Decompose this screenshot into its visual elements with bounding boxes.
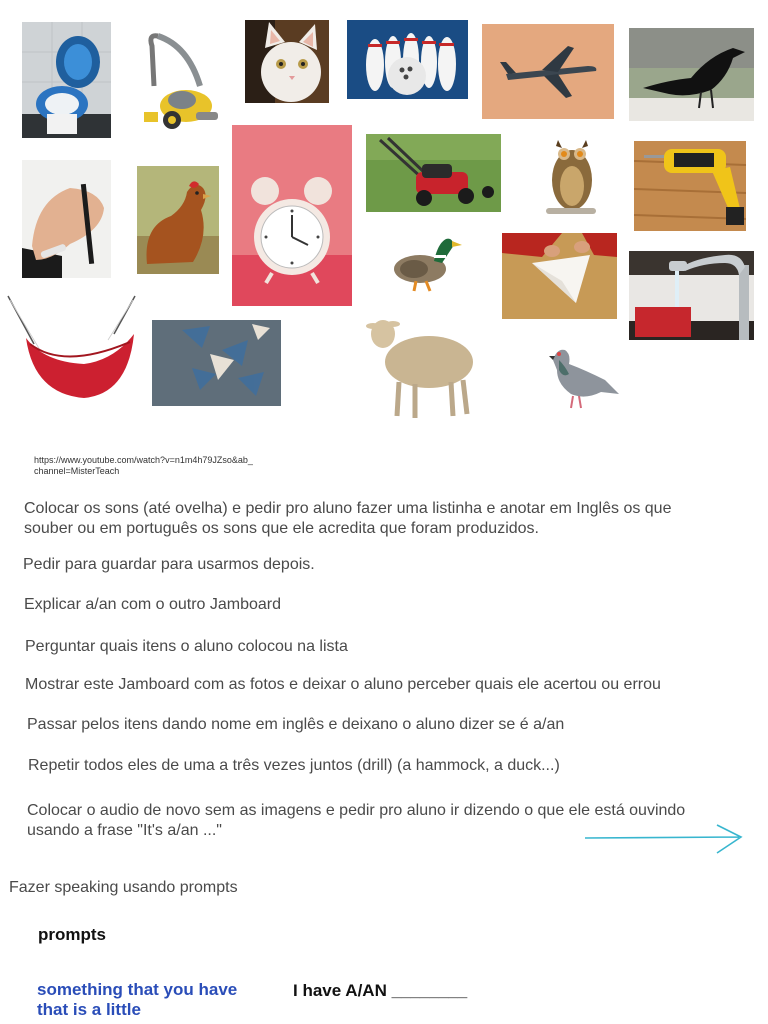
duck-photo: [386, 229, 463, 295]
note-5: Mostrar este Jamboard com as fotos e deixar o aluno perceber quais ele acertou ou errou: [25, 676, 661, 693]
alarm-clock-photo: [232, 125, 352, 306]
note-3: Explicar a/an com o outro Jamboard: [24, 596, 282, 613]
hammock-photo: [4, 294, 139, 404]
prompt-card-text: something that you have that is a little: [37, 980, 238, 1019]
toilet-photo: [22, 22, 111, 138]
note-7: Repetir todos eles de uma a três vezes juntos (drill) (a hammock, a duck...): [28, 757, 560, 774]
bowling-photo: [347, 20, 468, 99]
source-url[interactable]: https://www.youtube.com/watch?v=n1m4h79JZso&ab_channel=MisterTeach: [34, 455, 253, 476]
sheep-photo: [363, 314, 481, 421]
answer-frame: I have A/AN ________: [293, 981, 468, 1000]
vacuum-cleaner-photo: [138, 26, 222, 134]
broken-glass-photo: [152, 320, 281, 406]
lawn-mower-photo: [366, 134, 501, 212]
faucet-photo: [629, 251, 754, 340]
airplane-photo: [482, 24, 614, 119]
cat-photo: [245, 20, 329, 103]
note-8: Colocar o audio de novo sem as imagens e pedir pro aluno ir dizendo o que ele está ouvindo usando a frase "It's a/an ...": [27, 802, 686, 839]
note-2: Pedir para guardar para usarmos depois.: [23, 556, 315, 573]
arrow-right-icon: [583, 822, 745, 856]
chicken-photo: [137, 166, 219, 274]
drill-photo: [634, 141, 746, 231]
crow-photo: [629, 28, 754, 121]
pen-hand-photo: [22, 160, 111, 278]
pigeon-photo: [545, 340, 620, 414]
owl-photo: [538, 132, 605, 216]
note-1: Colocar os sons (até ovelha) e pedir pro aluno fazer uma listinha e anotar em Inglês os que souber ou em português os sons que ele acredita que foram produzidos.: [24, 500, 672, 537]
note-6: Passar pelos itens dando nome em inglês e deixano o aluno dizer se é a/an: [27, 716, 565, 733]
prompts-title: prompts: [38, 925, 106, 944]
note-9: Fazer speaking usando prompts: [9, 879, 238, 896]
note-4: Perguntar quais itens o aluno colocou na lista: [25, 638, 348, 655]
paper-folding-photo: [502, 233, 617, 319]
